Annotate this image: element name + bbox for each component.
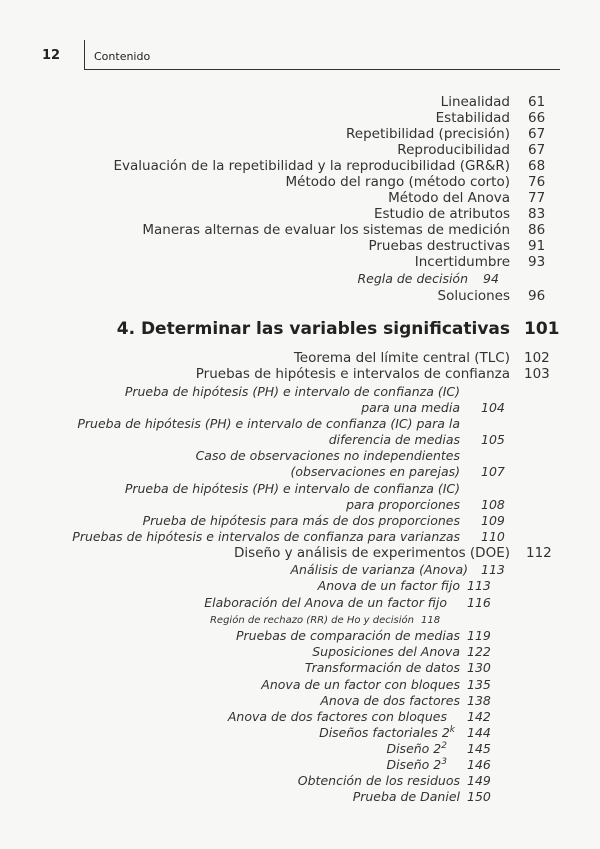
toc-entry-title: (observaciones en parejas) bbox=[290, 464, 460, 479]
toc-entry-title: Anova de dos factores con bloques bbox=[227, 709, 447, 724]
toc-entry-title: Prueba de hipótesis para más de dos proporciones bbox=[142, 513, 460, 528]
toc-entry-title: para una media bbox=[361, 400, 460, 415]
toc-entry-title: Anova de un factor fijo bbox=[317, 578, 460, 593]
toc-entry-page: 107 bbox=[481, 464, 505, 479]
toc-entry-page: 122 bbox=[467, 644, 491, 659]
toc-entry-page: 66 bbox=[528, 110, 546, 126]
toc-entry-title: Diseño y análisis de experimentos (DOE) bbox=[234, 545, 510, 561]
toc-entry-page: 116 bbox=[467, 595, 491, 610]
chapter-title: 4. Determinar las variables significativas bbox=[116, 319, 510, 339]
toc-entry-title: Prueba de Daniel bbox=[352, 789, 460, 804]
toc-entry-title: Teorema del límite central (TLC) bbox=[293, 350, 510, 366]
toc-entry-page: 93 bbox=[528, 254, 546, 270]
toc-entry-page: 109 bbox=[481, 513, 505, 528]
running-title: Contenido bbox=[94, 50, 151, 63]
toc-entry-page: 145 bbox=[467, 741, 491, 756]
toc-entry-page: 146 bbox=[467, 757, 491, 772]
toc-entry-title: Obtención de los residuos bbox=[297, 773, 460, 788]
toc-entry-title: Pruebas destructivas bbox=[368, 238, 510, 254]
toc-entry-title: Suposiciones del Anova bbox=[312, 644, 460, 659]
toc-entry-title: Pruebas de hipótesis e intervalos de confianza bbox=[195, 366, 510, 382]
superscript-exponent: 2 bbox=[441, 740, 447, 751]
toc-entry-page: 104 bbox=[481, 400, 505, 415]
toc-entry-title: Linealidad bbox=[440, 94, 510, 110]
toc-entry-page: 112 bbox=[526, 545, 552, 561]
toc-entry-page: 103 bbox=[524, 366, 550, 382]
page-header bbox=[0, 0, 600, 80]
toc-entry-page: 113 bbox=[467, 578, 491, 593]
toc-entry-page: 113 bbox=[481, 562, 505, 577]
toc-entry-title: Prueba de hipótesis (PH) e intervalo de confianza (IC) para la bbox=[77, 416, 460, 431]
toc-entry-title: Pruebas de hipótesis e intervalos de confianza para varianzas bbox=[72, 529, 460, 544]
chapter-heading bbox=[0, 321, 600, 343]
toc-entry-page: 102 bbox=[524, 350, 550, 366]
toc-entry-title: Incertidumbre bbox=[414, 254, 510, 270]
toc-entry-title: Maneras alternas de evaluar los sistemas de medición bbox=[142, 222, 510, 238]
toc-entry-page: 77 bbox=[528, 190, 546, 206]
toc-entry-page: 108 bbox=[481, 497, 505, 512]
toc-entry-title: Evaluación de la repetibilidad y la reproducibilidad (GR&R) bbox=[113, 158, 510, 174]
toc-entry-page: 135 bbox=[467, 677, 491, 692]
chapter-page: 101 bbox=[524, 319, 560, 339]
toc-entry-page: 144 bbox=[467, 725, 491, 740]
toc-entry-page: 67 bbox=[528, 126, 546, 142]
toc-entry-page: 142 bbox=[467, 709, 491, 724]
toc-entry-title: Diseños factoriales 2$^k$ bbox=[319, 724, 455, 740]
toc-entry-page: 150 bbox=[467, 789, 491, 804]
superscript-exponent: k bbox=[449, 724, 455, 735]
toc-entry-title: Transformación de datos bbox=[304, 660, 460, 675]
toc-entry-title: Pruebas de comparación de medias bbox=[236, 628, 460, 643]
toc-entry-title: Método del Anova bbox=[388, 190, 510, 206]
toc-entry-title: Anova de un factor con bloques bbox=[261, 677, 460, 692]
page-number: 12 bbox=[42, 48, 61, 63]
toc-entry-page: 61 bbox=[528, 94, 546, 110]
toc-entry-page: 119 bbox=[467, 628, 491, 643]
toc-entry-title: Reproducibilidad bbox=[397, 142, 510, 158]
toc-entry-page: 94 bbox=[483, 271, 499, 286]
superscript-exponent: 3 bbox=[441, 756, 447, 767]
toc-entry-page: 83 bbox=[528, 206, 546, 222]
toc-entry-page: 96 bbox=[528, 288, 546, 304]
toc-entry-title: para proporciones bbox=[346, 497, 460, 512]
toc-entry-title: Región de rechazo (RR) de Ho y decisión bbox=[209, 615, 414, 626]
toc-entry-page: 130 bbox=[467, 660, 491, 675]
header-rule bbox=[84, 69, 560, 70]
toc-entry-title: Anova de dos factores bbox=[320, 693, 460, 708]
toc-entry-title: Estabilidad bbox=[435, 110, 510, 126]
toc-entry-title: Método del rango (método corto) bbox=[285, 174, 510, 190]
toc-entry-title: Prueba de hipótesis (PH) e intervalo de confianza (IC) bbox=[124, 384, 460, 399]
toc-entry-page: 91 bbox=[528, 238, 546, 254]
toc-entry-title: Elaboración del Anova de un factor fijo bbox=[204, 595, 447, 610]
toc-entry-page: 138 bbox=[467, 693, 491, 708]
toc-entry-title: Estudio de atributos bbox=[373, 206, 510, 222]
toc-entry-title: Prueba de hipótesis (PH) e intervalo de confianza (IC) bbox=[124, 481, 460, 496]
toc-entry-title: diferencia de medias bbox=[328, 432, 460, 447]
toc-entry-page: 68 bbox=[528, 158, 546, 174]
toc-entry-page: 110 bbox=[481, 529, 505, 544]
toc-entry-page: 76 bbox=[528, 174, 546, 190]
toc-entry-title: Diseño $2^2$ bbox=[386, 740, 447, 756]
toc-entry-title: Repetibilidad (precisión) bbox=[346, 126, 510, 142]
toc-entry-title: Caso de observaciones no independientes bbox=[195, 448, 460, 463]
toc-entry-page: 67 bbox=[528, 142, 546, 158]
toc-entry-title: Soluciones bbox=[437, 288, 510, 304]
toc-entry-title: Análisis de varianza (Anova) bbox=[290, 562, 468, 577]
toc-entry-page: 118 bbox=[421, 615, 441, 626]
toc-entry-page: 105 bbox=[481, 432, 505, 447]
toc-entry-page: 86 bbox=[528, 222, 546, 238]
header-divider bbox=[84, 40, 85, 70]
toc-entry-title: Diseño $2^3$ bbox=[386, 756, 447, 772]
toc-entry-title: Regla de decisión bbox=[357, 271, 468, 286]
toc-entry-page: 149 bbox=[467, 773, 491, 788]
